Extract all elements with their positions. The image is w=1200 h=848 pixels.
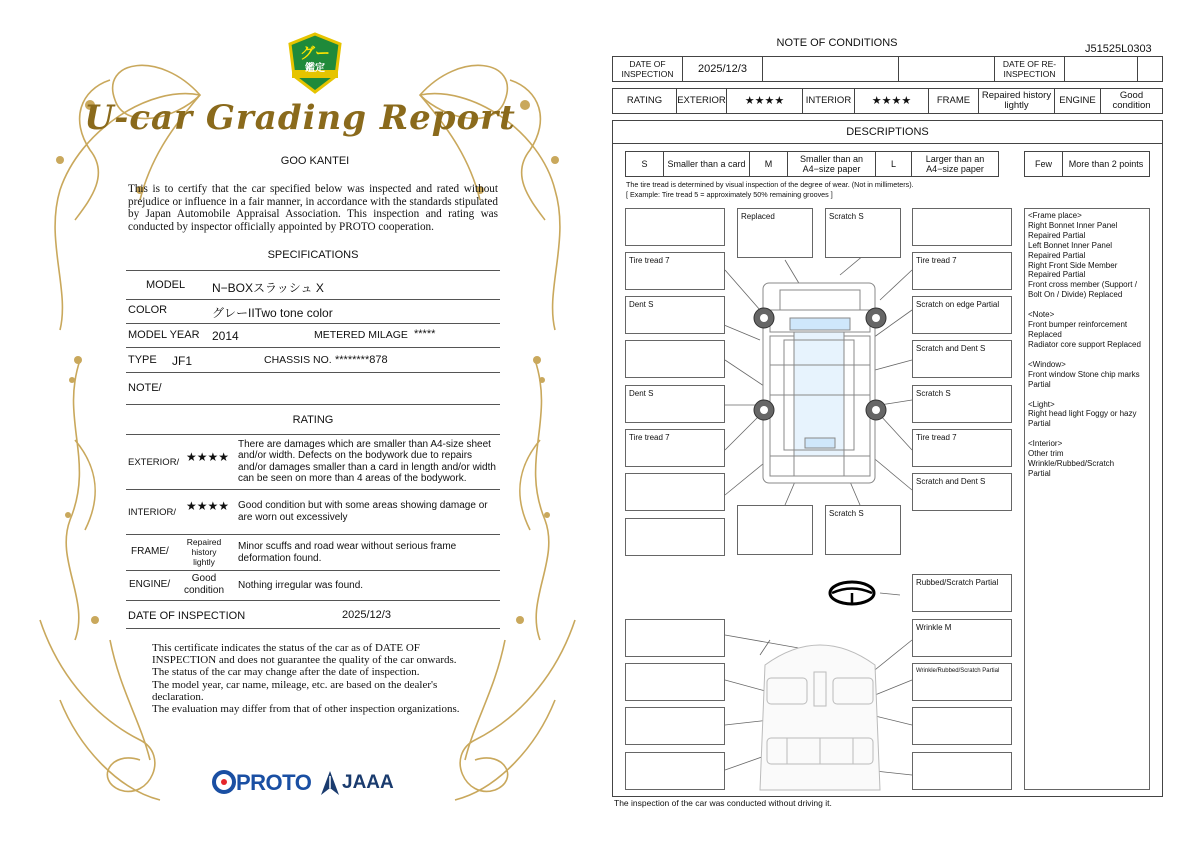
interior-box-l2 <box>625 663 725 701</box>
color-label: COLOR <box>128 304 168 316</box>
frame-label: FRAME <box>929 89 979 113</box>
engine-label: ENGINE <box>1055 89 1101 113</box>
steering-wheel-icon <box>830 582 874 604</box>
date-blank-3 <box>1138 57 1162 81</box>
damage-box-l2: Tire tread 7 <box>625 252 725 290</box>
exterior-rating-row <box>126 434 500 490</box>
damage-box-r1 <box>912 208 1012 246</box>
frame-rating-row <box>126 534 500 571</box>
note-line: Radiator core support Replaced <box>1028 339 1141 349</box>
note-spacer <box>1028 390 1146 400</box>
color-value: グレーIITwo tone color <box>212 306 333 320</box>
note-line: Front window Stone chip marks Partial <box>1028 369 1140 389</box>
date-of-inspection-row <box>126 600 500 629</box>
sheet-heading: NOTE OF CONDITIONS <box>776 37 898 49</box>
reinspection-value <box>1065 57 1138 81</box>
damage-box-l6: Tire tread 7 <box>625 429 725 467</box>
badge-top-text: グー <box>299 45 330 62</box>
damage-box-l5: Dent S <box>625 385 725 423</box>
few-legend <box>1024 151 1150 177</box>
damage-box-r2: Tire tread 7 <box>912 252 1012 290</box>
descriptions-heading: DESCRIPTIONS <box>612 120 1163 144</box>
model-year-row <box>126 323 500 348</box>
frame-label: FRAME/ <box>131 546 169 557</box>
date-blank-2 <box>899 57 995 81</box>
type-label: TYPE <box>128 354 157 366</box>
damage-box-top-scratch: Scratch S <box>825 208 901 258</box>
model-year-label: MODEL YEAR <box>128 329 200 341</box>
note-label: NOTE/ <box>128 382 162 394</box>
rating-label: RATING <box>613 89 677 113</box>
interior-box-r2: Wrinkle/Rubbed/Scratch Partial <box>912 663 1012 701</box>
note-line: Right head light Foggy or hazy Partial <box>1028 409 1137 429</box>
certification-statement: This is to certify that the car specified below was inspected and rated without prejudice or influence in a fair manner, in accordance with the standards stipulated by Japan Automobile Appraisal Association. This inspection and rating was conducted by inspector officially appointed by PROTO cooperation. <box>128 183 498 233</box>
interior-rating-row <box>126 488 500 535</box>
date-of-inspection-value: 2025/12/3 <box>342 609 391 621</box>
legend-l: L <box>876 152 912 176</box>
color-row <box>126 298 500 324</box>
legend-s: S <box>626 152 664 176</box>
reference-number: J51525L0303 <box>1085 43 1152 55</box>
damage-box-l1 <box>625 208 725 246</box>
legend-s-desc: Smaller than a card <box>664 152 750 176</box>
legend-m: M <box>750 152 788 176</box>
interior-stars: ★★★★ <box>855 89 929 113</box>
proto-logo-text: PROTO <box>236 770 312 795</box>
exterior-label: EXTERIOR <box>677 89 727 113</box>
frame-description: Minor scuffs and road wear without serious frame deformation found. <box>238 541 457 564</box>
model-year-value: 2014 <box>212 329 239 343</box>
note-line: <Window> <box>1028 359 1066 369</box>
exterior-description: There are damages which are smaller than A4-size sheet and/or width. Defects on the bodywork due to repairs and/or damages smaller than a card in length and/or width can be seen on more than 4 areas of the bodywork. <box>238 439 496 485</box>
legend-l-desc: Larger than an A4−size paper <box>925 154 985 174</box>
engine-rating-row <box>126 570 500 601</box>
frame-value: Repaired history lightly <box>186 537 222 567</box>
goo-kantei-badge <box>286 32 344 94</box>
badge-bottom-text: 鑑定 <box>305 63 325 74</box>
interior-box-l1 <box>625 619 725 657</box>
report-title: U-car Grading Report <box>84 98 516 138</box>
note-line: Wrinkle/Rubbed/Scratch Partial <box>1028 459 1115 478</box>
damage-box-l7 <box>625 473 725 511</box>
note-line: <Note> <box>1028 310 1055 320</box>
chassis-label: CHASSIS NO. <box>264 354 332 366</box>
note-line: Right Front Side Member Repaired Partial <box>1028 260 1118 280</box>
note-line: <Light> <box>1028 399 1055 409</box>
damage-box-bottom-1 <box>737 505 813 555</box>
model-label: MODEL <box>146 279 186 291</box>
interior-box-l3 <box>625 707 725 745</box>
interior-stars: ★★★★ <box>186 499 230 513</box>
tire-note-2: [ Example: Tire tread 5 = approximately 50% remaining grooves ] <box>626 190 833 199</box>
engine-description: Nothing irregular was found. <box>238 580 364 591</box>
condition-notes-panel <box>1024 208 1150 790</box>
note-line: Other trim <box>1028 449 1064 459</box>
legend-few: Few <box>1025 152 1063 176</box>
specifications-heading: SPECIFICATIONS <box>267 249 359 261</box>
note-line: Front bumper reinforcement Replaced <box>1028 320 1128 339</box>
note-spacer <box>1028 350 1146 360</box>
jaaa-logo-text: JAAA <box>342 772 394 793</box>
interior-box-r3 <box>912 707 1012 745</box>
jaaa-logo-icon <box>320 770 340 796</box>
model-row <box>126 270 500 300</box>
note-line: <Frame place> <box>1028 211 1082 220</box>
damage-box-r5: Scratch S <box>912 385 1012 423</box>
report-subtitle: GOO KANTEI <box>280 155 350 167</box>
date-blank-1 <box>763 57 899 81</box>
interior-box-l4 <box>625 752 725 790</box>
frame-value: Repaired history lightly <box>979 89 1055 113</box>
damage-box-r7: Scratch and Dent S <box>912 473 1012 511</box>
note-line: <Interior> <box>1028 439 1063 449</box>
damage-box-bottom-scratch: Scratch S <box>825 505 901 555</box>
engine-value: Good condition <box>183 573 225 596</box>
size-legend <box>625 151 999 177</box>
damage-box-r3: Scratch on edge Partial <box>912 296 1012 334</box>
note-spacer <box>1028 300 1146 310</box>
note-line: Front cross member (Support / Bolt On / Divide) Replaced <box>1028 280 1137 300</box>
damage-box-r6: Tire tread 7 <box>912 429 1012 467</box>
exterior-label: EXTERIOR/ <box>128 457 180 468</box>
date-of-inspection-value: 2025/12/3 <box>683 57 763 81</box>
reinspection-label: DATE OF RE-INSPECTION <box>995 57 1065 81</box>
note-row <box>126 372 500 405</box>
type-row <box>126 347 500 373</box>
rating-row <box>612 88 1163 114</box>
damage-box-l8 <box>625 518 725 556</box>
damage-box-r4: Scratch and Dent S <box>912 340 1012 378</box>
engine-label: ENGINE/ <box>129 579 171 590</box>
interior-box-r4 <box>912 752 1012 790</box>
certificate-disclaimer: This certificate indicates the status of the car as of DATE OF INSPECTION and does not guarantee the quality of the car onwards. The status of the car may change after the date of inspection. The model year, car name, mileage, etc. are based on the dealer's declaration. The evaluation may differ from that of other inspection organizations. <box>152 642 460 716</box>
damage-box-l3: Dent S <box>625 296 725 334</box>
metered-milage-label: METERED MILAGE <box>314 329 408 341</box>
interior-label: INTERIOR/ <box>128 507 177 518</box>
interior-label: INTERIOR <box>803 89 855 113</box>
note-line: Left Bonnet Inner Panel Repaired Partial <box>1028 240 1113 260</box>
exterior-stars: ★★★★ <box>727 89 803 113</box>
legend-few-desc: More than 2 points <box>1068 159 1144 169</box>
date-of-inspection-label: DATE OF INSPECTION <box>613 57 683 81</box>
proto-logo-icon <box>212 770 236 796</box>
note-line: Right Bonnet Inner Panel Repaired Partial <box>1028 220 1118 240</box>
engine-value: Good condition <box>1112 90 1151 111</box>
damage-box-l4 <box>625 340 725 378</box>
logo-strip <box>212 768 402 798</box>
inspection-date-row <box>612 56 1163 82</box>
chassis-value: ********878 <box>335 354 388 366</box>
sheet-footer-note: The inspection of the car was conducted without driving it. <box>614 798 832 808</box>
damage-box-top-replaced: Replaced <box>737 208 813 258</box>
interior-box-r1: Wrinkle M <box>912 619 1012 657</box>
steering-damage-box: Rubbed/Scratch Partial <box>912 574 1012 612</box>
exterior-stars: ★★★★ <box>186 450 230 464</box>
rating-heading: RATING <box>292 414 334 426</box>
date-of-inspection-label: DATE OF INSPECTION <box>128 610 246 622</box>
metered-milage-value: ***** <box>414 328 436 340</box>
type-value: JF1 <box>172 354 193 368</box>
tire-note-1: The tire tread is determined by visual inspection of the degree of wear. (Not in millimeters). <box>626 180 914 189</box>
legend-m-desc: Smaller than an A4−size paper <box>788 152 876 176</box>
interior-description: Good condition but with some areas showing damage or are worn out excessively <box>238 500 488 523</box>
note-spacer <box>1028 429 1146 439</box>
model-value: N−BOXスラッシュ X <box>212 281 324 295</box>
